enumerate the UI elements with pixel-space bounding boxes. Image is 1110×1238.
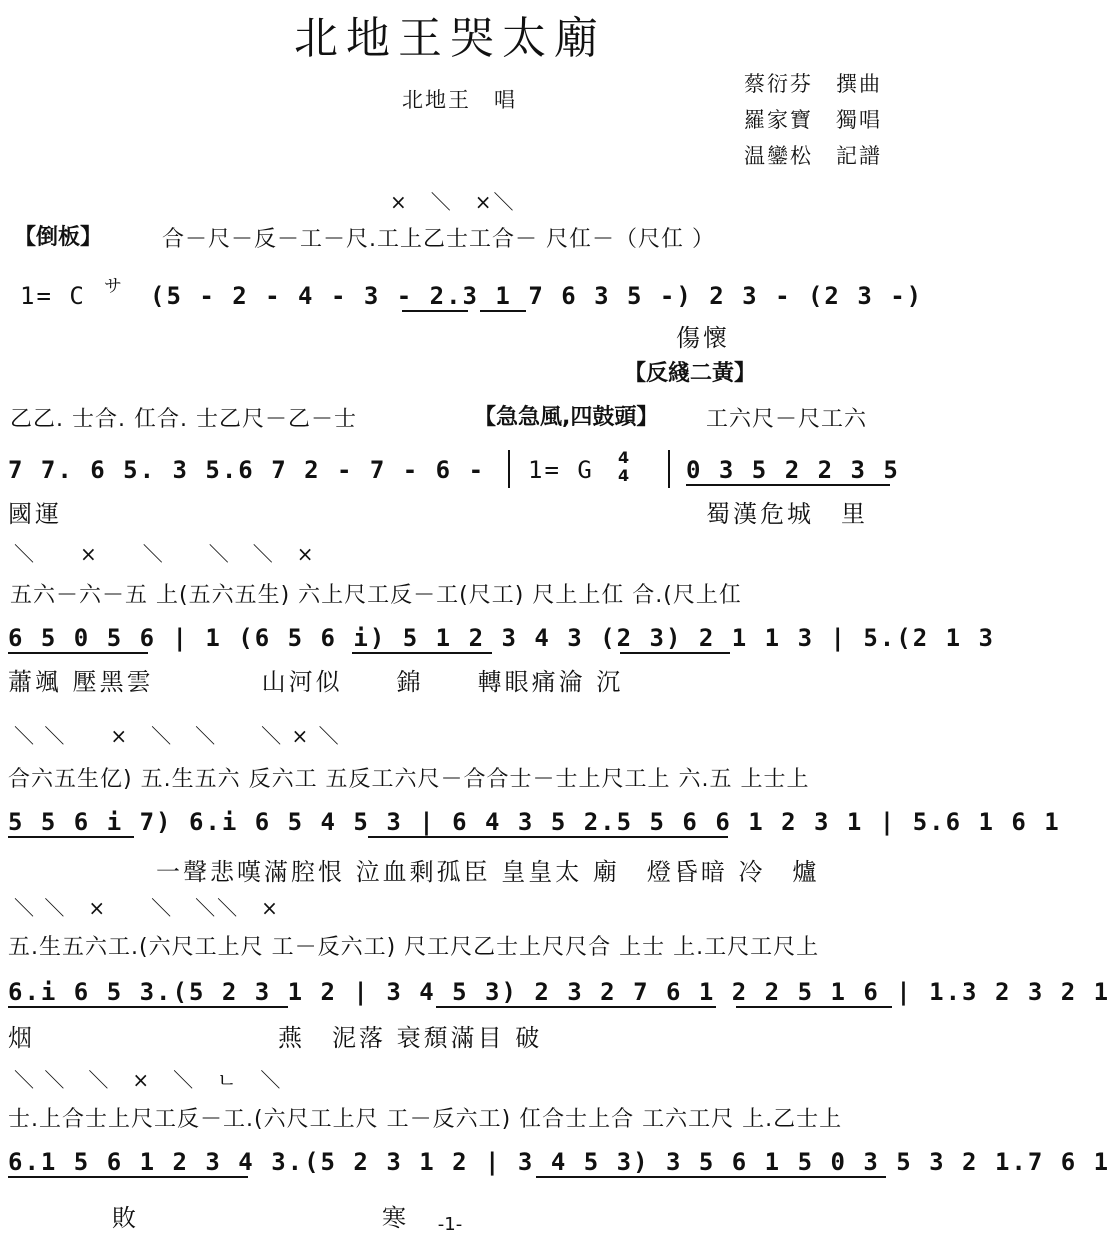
jianpu-line4: 7 7. 6 5. 3 5.6 7 2 - 7 - 6 - xyxy=(8,456,486,484)
beam xyxy=(368,836,728,838)
gongche-line8: 士.上合士上尺工反－工.(六尺工上尺 工－反六工) 仜合士上合 工六工尺 上.乙士上 xyxy=(8,1107,843,1132)
beam xyxy=(8,836,134,838)
key-signature-g: 1= G xyxy=(528,456,594,484)
jianpu-line8: 6.1 5 6 1 2 3 4 3.(5 2 3 1 2 | 3 4 5 3) 3 5 6 1 5 0 3 5 3 2 1.7 6 1 xyxy=(8,1148,1110,1176)
jianpu-line5: 6 5 0 5 6 | 1 (6 5 6 i) 5 1 2 3 4 3 (2 3) 2 1 1 3 | 5.(2 1 3 xyxy=(8,624,995,652)
accent-marks-line1: × ＼ ×＼ xyxy=(390,190,516,214)
beam xyxy=(352,652,492,654)
time-signature-bottom: 4 xyxy=(618,466,630,485)
barline xyxy=(508,450,510,488)
accent-marks-line6: ＼ ＼ × ＼ ＼ ＼ × ＼ xyxy=(14,724,341,748)
gongche-line7: 五.生五六工.(六尺工上尺 工－反六工) 尺工尺乙士上尺尺合 上士 上.工尺工尺上 xyxy=(8,935,820,960)
lyrics-line8: 敗 寒 xyxy=(112,1204,409,1232)
beam xyxy=(8,1176,248,1178)
gongche-line3b: 工六尺－尺工六 xyxy=(706,407,868,432)
beam xyxy=(480,310,526,312)
jianpu-line2: (5 - 2 - 4 - 3 - 2.3 1 7 6 3 5 -) 2 3 - (2 3 -) xyxy=(150,282,924,310)
beam xyxy=(8,652,148,654)
accent-marks-line8: ＼ ＼ ＼ × ＼ ㄴ ＼ xyxy=(14,1068,283,1092)
barline xyxy=(668,450,670,488)
credit-vocalist: 羅家寶 獨唱 xyxy=(744,108,882,132)
accent-marks-line7: ＼ ＼ × ＼ ＼＼ × xyxy=(14,896,280,920)
jianpu-line7: 6.i 6 5 3.(5 2 3 1 2 | 3 4 5 3) 2 3 2 7 6 1 2 2 5 1 6 | 1.3 2 3 2 1 xyxy=(8,978,1110,1006)
beam xyxy=(402,310,468,312)
lyrics-line6: 一聲悲嘆滿腔恨 泣血剩孤臣 皇皇太 廟 燈昏暗 冷 爐 xyxy=(156,858,820,886)
gongche-line3: 乙乙. 士合. 仜合. 士乙尺－乙－士 xyxy=(10,407,357,432)
gongche-line5: 五六－六－五 上(五六五生) 六上尺工反－工(尺工) 尺上上仜 合.(尺上仜 xyxy=(10,583,742,608)
beam xyxy=(736,1006,892,1008)
lyrics-line4: 國運 xyxy=(8,500,62,528)
beam xyxy=(536,1176,886,1178)
section-label-fanxian: 【反綫二黃】 xyxy=(624,361,757,386)
credit-composer: 蔡衍芬 撰曲 xyxy=(744,72,882,96)
lyrics-line2: 傷懷 xyxy=(676,324,730,352)
section-label-jijifeng: 【急急風,四鼓頭】 xyxy=(474,405,659,430)
time-signature-top: 4 xyxy=(618,448,630,467)
beam xyxy=(686,484,890,486)
song-title: 北地王哭太廟 xyxy=(294,13,606,64)
gongche-line1: 合－尺－反－工－尺.工上乙士工合－ 尺仜－（尺仜 ） xyxy=(162,227,715,252)
credit-transcriber: 温鑾松 記譜 xyxy=(744,144,882,168)
lyrics-line4b: 蜀漢危城 里 xyxy=(706,500,868,528)
key-signature-c: 1= C xyxy=(20,282,86,310)
beam xyxy=(436,1006,716,1008)
singer-line: 北地王 唱 xyxy=(402,88,517,112)
sharp-mark: サ xyxy=(104,276,122,297)
lyrics-line5: 蕭颯 壓黑雲 山河似 錦 轉眼痛淪 沉 xyxy=(8,668,624,696)
jianpu-line4b: 0 3 5 2 2 3 5 xyxy=(686,456,900,484)
section-label-daoban: 【倒板】 xyxy=(14,225,103,250)
jianpu-line6: 5 5 6 i 7) 6.i 6 5 4 5 3 | 6 4 3 5 2.5 5 6 6 1 2 3 1 | 5.6 1 6 1 xyxy=(8,808,1061,836)
beam xyxy=(620,652,730,654)
beam xyxy=(8,1006,288,1008)
lyrics-line7: 烟 燕 泥落 衰頹滿目 破 xyxy=(8,1024,543,1052)
gongche-line6: 合六五生亿) 五.生五六 反六工 五反工六尺－合合士－士上尺工上 六.五 上士上 xyxy=(8,767,810,792)
page-number: -1- xyxy=(437,1214,463,1235)
accent-marks-line5: ＼ × ＼ ＼ ＼ × xyxy=(14,542,316,566)
